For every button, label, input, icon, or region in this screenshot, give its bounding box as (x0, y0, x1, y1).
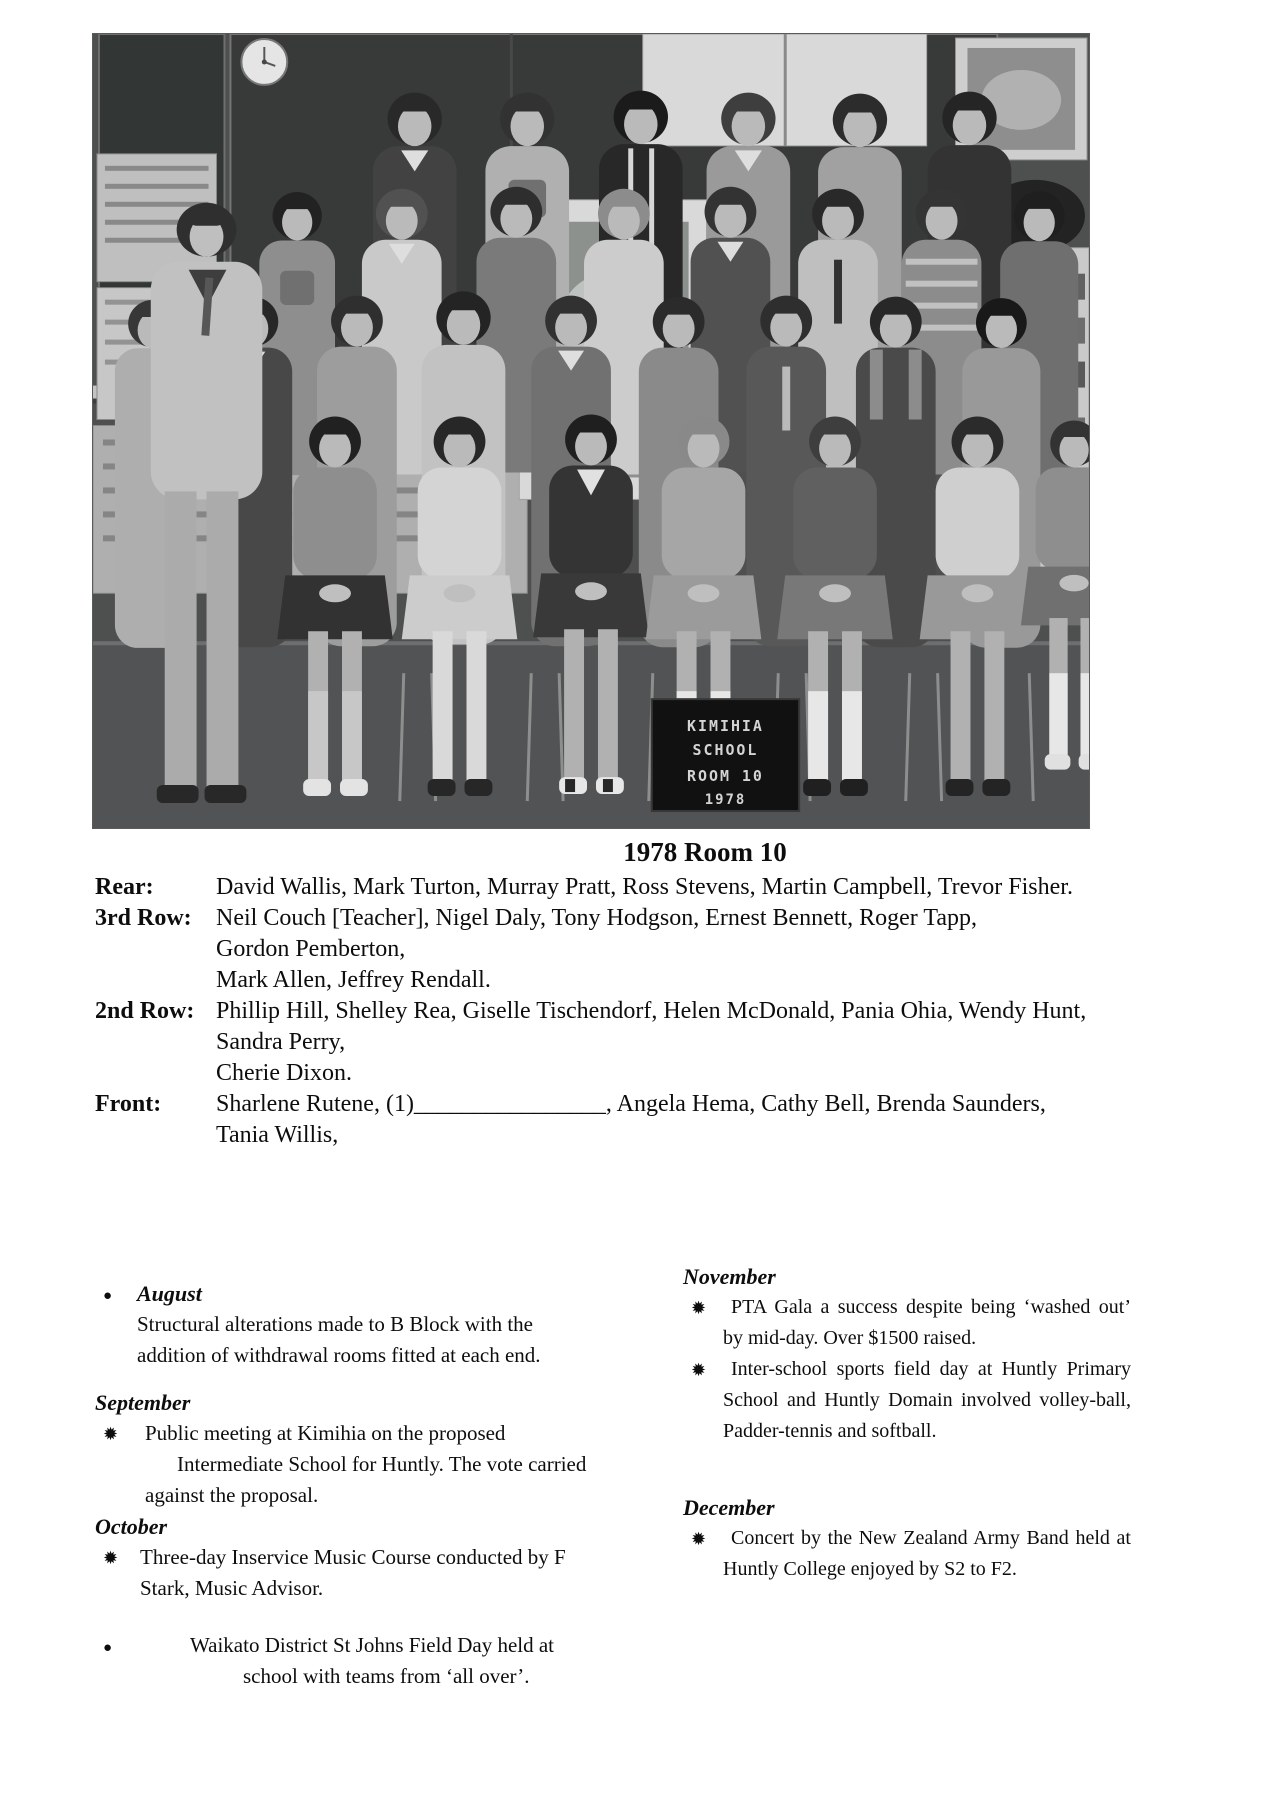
event-line: PTA Gala a success despite being ‘washed out’ (731, 1296, 1131, 1318)
event-stjohns-item (95, 1630, 600, 1692)
star-bullet-icon: ✹ (103, 1548, 119, 1568)
event-line: school with teams from ‘all over’. (243, 1664, 530, 1688)
event-month-title: October (95, 1514, 168, 1539)
names-row-3rd (95, 903, 1210, 996)
names-row-rear (95, 872, 1210, 903)
dot-bullet-icon: ● (103, 1288, 113, 1304)
event-month-title: September (95, 1390, 191, 1415)
star-bullet-icon: ✹ (103, 1424, 119, 1444)
event-december-item (683, 1523, 1131, 1585)
event-line: Public meeting at Kimihia on the proposed (145, 1421, 506, 1445)
event-month-title: December (683, 1495, 775, 1520)
names-line: Sandra Perry, (216, 1029, 346, 1055)
event-august (95, 1278, 600, 1371)
event-line: Padder-tennis and softball. (723, 1420, 937, 1442)
names-line: Phillip Hill, Shelley Rea, Giselle Tischendorf, Helen McDonald, Pania Ohia, Wendy Hunt, (216, 998, 1087, 1024)
event-line: Intermediate School for Huntly. The vote carried (177, 1452, 587, 1476)
names-line: David Wallis, Mark Turton, Murray Pratt, Ross Stevens, Martin Campbell, Trevor Fisher. (216, 874, 1073, 900)
event-november-item2 (683, 1354, 1131, 1447)
event-line: Concert by the New Zealand Army Band held at (731, 1527, 1131, 1549)
row-label: 3rd Row: (95, 905, 192, 931)
names-row-front (95, 1089, 1210, 1151)
dot-bullet-icon: ● (103, 1640, 113, 1656)
row-label: Front: (95, 1091, 162, 1117)
event-line: School and Huntly Domain involved volley-ball, (723, 1389, 1131, 1411)
event-line: Stark, Music Advisor. (140, 1576, 324, 1600)
names-row-2nd (95, 996, 1210, 1089)
event-line: Huntly College enjoyed by S2 to F2. (723, 1558, 1017, 1580)
room-sign-line: SCHOOL (692, 741, 759, 760)
event-line: Structural alterations made to B Block with the (137, 1312, 533, 1336)
room-sign-line: KIMIHIA (687, 717, 764, 736)
names-line: Gordon Pemberton, (216, 936, 406, 962)
names-line: Neil Couch [Teacher], Nigel Daly, Tony Hodgson, Ernest Bennett, Roger Tapp, (216, 905, 978, 931)
event-line: by mid-day. Over $1500 raised. (723, 1327, 977, 1349)
event-september-item (95, 1418, 600, 1511)
photo-caption: 1978 Room 10 (623, 837, 787, 867)
event-line: against the proposal. (145, 1483, 319, 1507)
event-line: Three-day Inservice Music Course conducted by F (140, 1545, 566, 1569)
star-bullet-icon: ✹ (691, 1360, 707, 1380)
event-month-title: November (683, 1264, 776, 1289)
event-november-item1 (683, 1292, 1131, 1354)
names-line: Sharlene Rutene, (1)________________, Angela Hema, Cathy Bell, Brenda Saunders, (216, 1091, 1046, 1117)
room-sign-line: ROOM 10 (687, 767, 764, 786)
class-photo-illustration (93, 34, 1089, 828)
star-bullet-icon: ✹ (691, 1298, 707, 1318)
event-month-title: August (137, 1281, 202, 1306)
event-line: Waikato District St Johns Field Day held at (190, 1633, 555, 1657)
events-column-right (683, 1261, 1131, 1585)
names-line: Cherie Dixon. (216, 1060, 352, 1086)
event-line: Inter-school sports field day at Huntly Primary (731, 1358, 1131, 1380)
star-bullet-icon: ✹ (691, 1529, 707, 1549)
names-line: Tania Willis, (216, 1122, 339, 1148)
names-list (95, 872, 1210, 1151)
row-label: 2nd Row: (95, 998, 195, 1024)
room-sign-line: 1978 (704, 792, 747, 809)
names-line: Mark Allen, Jeffrey Rendall. (216, 967, 491, 993)
event-october-item (95, 1542, 600, 1604)
class-photo (92, 33, 1090, 829)
events-column-left (95, 1278, 600, 1692)
row-label: Rear: (95, 874, 154, 900)
event-line: addition of withdrawal rooms fitted at each end. (137, 1343, 541, 1367)
